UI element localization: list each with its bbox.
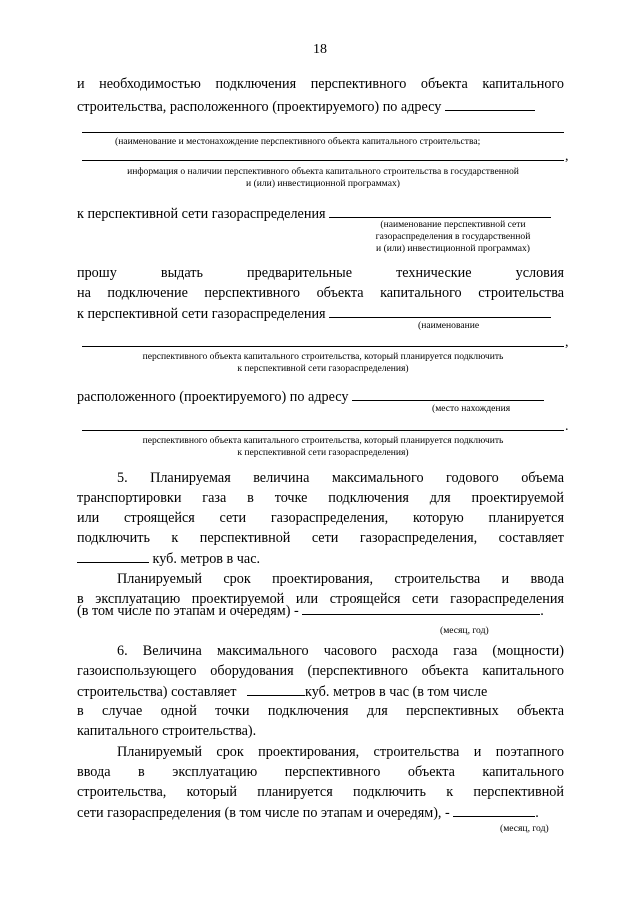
item5-line2: транспортировки газа в точке подключения для проектируемой bbox=[77, 490, 564, 506]
item6-line3a: строительства) составляет bbox=[77, 684, 237, 700]
network-blank[interactable] bbox=[329, 303, 551, 318]
item5-line5-text: куб. метров в час. bbox=[152, 551, 261, 567]
item5-p2-line3 bbox=[77, 600, 564, 621]
period: . bbox=[535, 805, 539, 821]
caption-month-year: (месяц, год) bbox=[500, 823, 549, 834]
block3-line3-text: к перспективной сети газораспределения bbox=[77, 306, 326, 322]
date-blank[interactable] bbox=[453, 802, 535, 817]
address-blank[interactable] bbox=[352, 386, 544, 401]
block4-line-text: расположенного (проектируемого) по адресу bbox=[77, 389, 349, 405]
address-blank[interactable] bbox=[445, 96, 535, 111]
item5-line5 bbox=[77, 548, 564, 569]
item6-line5: капитального строительства). bbox=[77, 723, 257, 739]
caption-name: (наименование bbox=[418, 320, 480, 331]
block3-line1: прошу выдать предварительные технические условия bbox=[77, 265, 564, 281]
item5-p2-line3-text: (в том числе по этапам и очередям) - bbox=[77, 603, 299, 619]
caption-object-connect-2: к перспективной сети газораспределения) bbox=[237, 363, 409, 374]
item5-line4: подключить к перспективной сети газораспределения, составляет bbox=[77, 530, 564, 546]
item6-line3b: куб. метров в час (в том числе bbox=[305, 684, 488, 700]
caption-object-connect: перспективного объекта капитального строительства, который планируется подключить bbox=[142, 435, 504, 446]
item6-line1: 6. Величина максимального часового расхода газа (мощности) bbox=[117, 643, 564, 659]
item5-line3: или строящейся сети газораспределения, которую планируется bbox=[77, 510, 564, 526]
item6-p2-line2: ввода в эксплуатацию перспективного объекта капитального bbox=[77, 764, 564, 780]
caption-object-connect-2: к перспективной сети газораспределения) bbox=[237, 447, 409, 458]
comma: , bbox=[565, 149, 569, 164]
item5-p2-line1: Планируемый срок проектирования, строительства и ввода bbox=[117, 571, 564, 587]
caption-network-c: и (или) инвестиционной программах) bbox=[376, 243, 530, 254]
block3-line3 bbox=[77, 303, 564, 324]
item6-line4: в случае одной точки подключения для перспективных объекта bbox=[77, 703, 564, 719]
caption-location: (место нахождения bbox=[432, 403, 511, 414]
item6-p2-line4 bbox=[77, 802, 564, 823]
caption-program-info: информация о наличии перспективного объекта капитального строительства в государственной bbox=[127, 166, 519, 177]
page-number: 18 bbox=[313, 42, 327, 57]
block1-line1: и необходимостью подключения перспективного объекта капитального bbox=[77, 76, 564, 92]
period: . bbox=[540, 603, 544, 619]
item5-p2-line2: в эксплуатацию проектируемой или строящейся сети газораспределения bbox=[77, 591, 564, 607]
caption-network-b: газораспределения в государственной bbox=[375, 231, 531, 242]
blank-rule[interactable] bbox=[82, 132, 564, 133]
date-blank[interactable] bbox=[302, 600, 540, 615]
caption-network-a: (наименование перспективной сети bbox=[380, 219, 526, 230]
block3-line2: на подключение перспективного объекта капитального строительства bbox=[77, 285, 564, 301]
network-blank[interactable] bbox=[329, 203, 551, 218]
blank-rule[interactable] bbox=[82, 160, 564, 161]
blank-rule[interactable] bbox=[82, 430, 564, 431]
blank-rule[interactable] bbox=[82, 346, 564, 347]
comma: , bbox=[565, 335, 569, 350]
period: . bbox=[565, 419, 569, 434]
block1-line2 bbox=[77, 96, 564, 117]
item5-line1: 5. Планируемая величина максимального годового объема bbox=[117, 470, 564, 486]
caption-program-info-2: и (или) инвестиционной программах) bbox=[246, 178, 400, 189]
item6-line2: газоиспользующего оборудования (перспективного объекта капитального bbox=[77, 663, 564, 679]
caption-month-year: (месяц, год) bbox=[440, 625, 489, 636]
block1-line2-text: строительства, расположенного (проектируемого) по адресу bbox=[77, 99, 442, 115]
block2-line-text: к перспективной сети газораспределения bbox=[77, 206, 326, 222]
caption-object-connect: перспективного объекта капитального строительства, который планируется подключить bbox=[142, 351, 504, 362]
item6-p2-line3: строительства, который планируется подключить к перспективной bbox=[77, 784, 564, 800]
item6-line3 bbox=[77, 681, 564, 702]
volume-blank[interactable] bbox=[77, 548, 149, 563]
caption-object-name: (наименование и местонахождение перспективного объекта капитального строительства; bbox=[115, 136, 481, 147]
item6-p2-line4-text: сети газораспределения (в том числе по этапам и очередям), - bbox=[77, 805, 450, 821]
item6-p2-line1: Планируемый срок проектирования, строительства и поэтапного bbox=[117, 744, 564, 760]
volume-blank[interactable] bbox=[247, 681, 305, 696]
